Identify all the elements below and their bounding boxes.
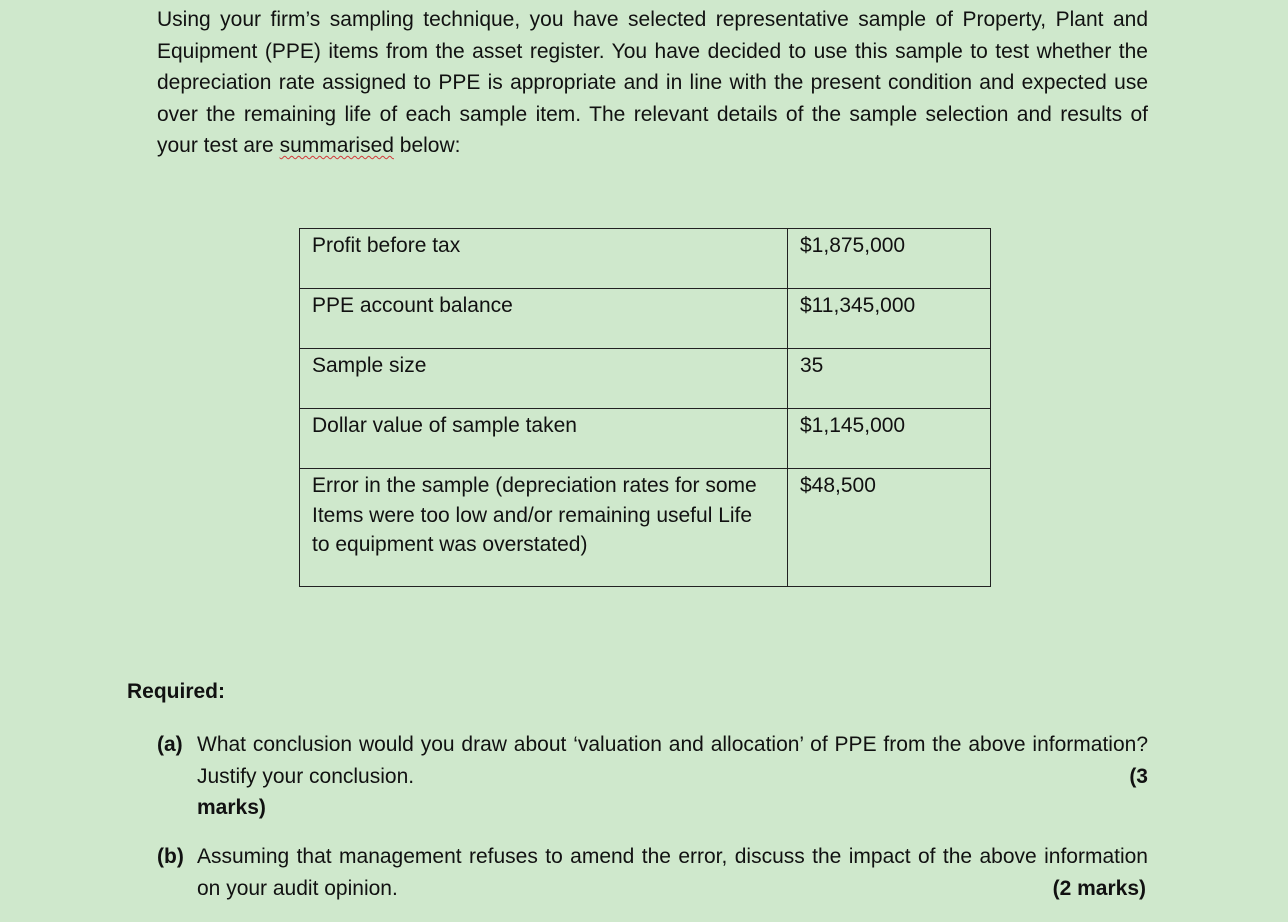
question-text: What conclusion would you draw about ‘valuation and allocation’ of PPE from the above information? Justify your conclusion. [197, 733, 1148, 788]
question-b [157, 841, 1148, 904]
table-row [300, 289, 991, 349]
table-cell-value: $1,875,000 [788, 229, 991, 289]
table-row [300, 409, 991, 469]
table-cell-label: Dollar value of sample taken [300, 409, 788, 469]
required-heading: Required: [127, 680, 226, 703]
spellcheck-flagged-word: summarised [279, 134, 394, 157]
table-row [300, 469, 991, 587]
question-a [157, 729, 1148, 824]
intro-text-after: below: [393, 134, 461, 157]
table-cell-value: $1,145,000 [788, 409, 991, 469]
question-marks: (3 [1129, 764, 1148, 788]
table-cell-value: 35 [788, 349, 991, 409]
sample-details-table [299, 228, 991, 587]
table-cell-label: Sample size [300, 349, 788, 409]
table-cell-label: PPE account balance [300, 289, 788, 349]
intro-text-before: Using your firm’s sampling technique, you have selected representative sample of Property, Plant and Equipment (PPE) items from the asset register. You have decided to use this sample to test whether the depreciation rate assigned to PPE is appropriate and in line with the present condition and expected use over the remaining life of each sample item. The relevant details of the sample selection and results of your test are [157, 8, 1148, 157]
intro-paragraph [157, 4, 1148, 162]
question-body [197, 841, 1148, 904]
question-marks-continued: marks) [197, 796, 266, 819]
table-cell-value: $48,500 [788, 469, 991, 587]
table-cell-label: Profit before tax [300, 229, 788, 289]
table-cell-label: Error in the sample (depreciation rates for some Items were too low and/or remaining useful Life to equipment was overstated) [300, 469, 788, 587]
question-label: (a) [157, 733, 183, 756]
question-text: Assuming that management refuses to amend the error, discuss the impact of the above information on your audit opinion. [197, 845, 1148, 900]
table-cell-value: $11,345,000 [788, 289, 991, 349]
question-marks: (2 marks) [1052, 876, 1146, 900]
question-label: (b) [157, 845, 184, 868]
table-row [300, 229, 991, 289]
question-body [197, 729, 1148, 824]
table-row [300, 349, 991, 409]
